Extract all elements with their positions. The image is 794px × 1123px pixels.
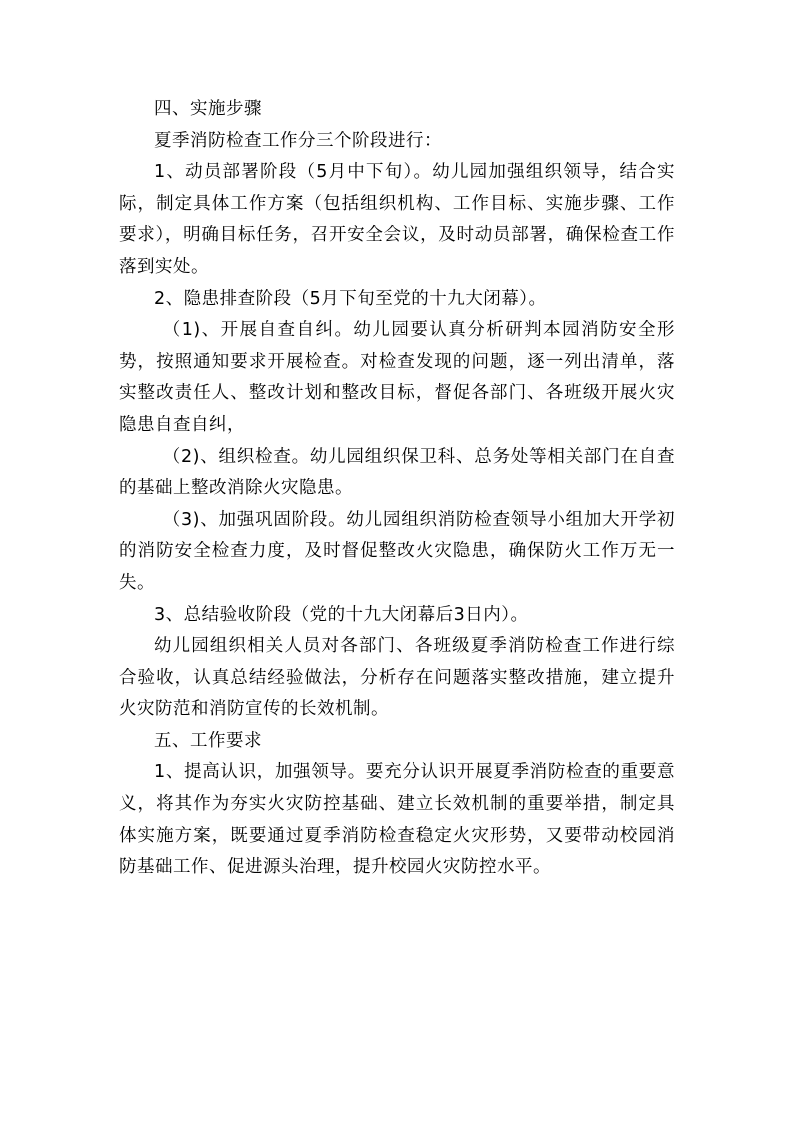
- paragraph-stage-2: 2、隐患排查阶段（5月下旬至党的十九大闭幕）。: [154, 288, 547, 309]
- paragraph-stage-2-item-3: （3)、加强巩固阶段。幼儿园组织消防检查领导小组加大开学初的消防安全检查力度，及时督促整改火灾隐患，确保防火工作万无一失。: [119, 509, 675, 593]
- paragraph-intro-stages: 夏季消防检查工作分三个阶段进行：: [154, 130, 442, 151]
- paragraph-stage-3-detail: 幼儿园组织相关人员对各部门、各班级夏季消防检查工作进行综合验收，认真总结经验做法，分析存在问题落实整改措施，建立提升火灾防范和消防宣传的长效机制。: [119, 636, 675, 720]
- paragraph-stage-3: 3、总结验收阶段（党的十九大闭幕后3日内）。: [154, 604, 529, 625]
- paragraph-stage-1: 1、动员部署阶段（5月中下旬）。幼儿园加强组织领导，结合实际，制定具体工作方案（包括组织机构、工作目标、实施步骤、工作要求），明确目标任务，召开安全会议，及时动员部署，确保检查工作落到实处。: [119, 162, 675, 277]
- document-body: [119, 94, 675, 884]
- paragraph-requirement-1: 1、提高认识，加强领导。要充分认识开展夏季消防检查的重要意义，将其作为夯实火灾防控基础、建立长效机制的重要举措，制定具体实施方案，既要通过夏季消防检查稳定火灾形势，又要带动校园消防基础工作、促进源头治理，提升校园火灾防控水平。: [119, 762, 675, 878]
- section-heading-implementation-steps: 四、实施步骤: [154, 99, 262, 119]
- paragraph-stage-2-item-1: （1)、开展自查自纠。幼儿园要认真分析研判本园消防安全形势，按照通知要求开展检查。对检查发现的问题，逐一列出清单，落实整改责任人、整改计划和整改目标，督促各部门、各班级开展火灾隐患自查自纠，: [119, 320, 675, 435]
- section-heading-work-requirements: 五、工作要求: [154, 730, 262, 751]
- paragraph-stage-2-item-2: （2)、组织检查。幼儿园组织保卫科、总务处等相关部门在自查的基础上整改消除火灾隐患。: [119, 446, 675, 499]
